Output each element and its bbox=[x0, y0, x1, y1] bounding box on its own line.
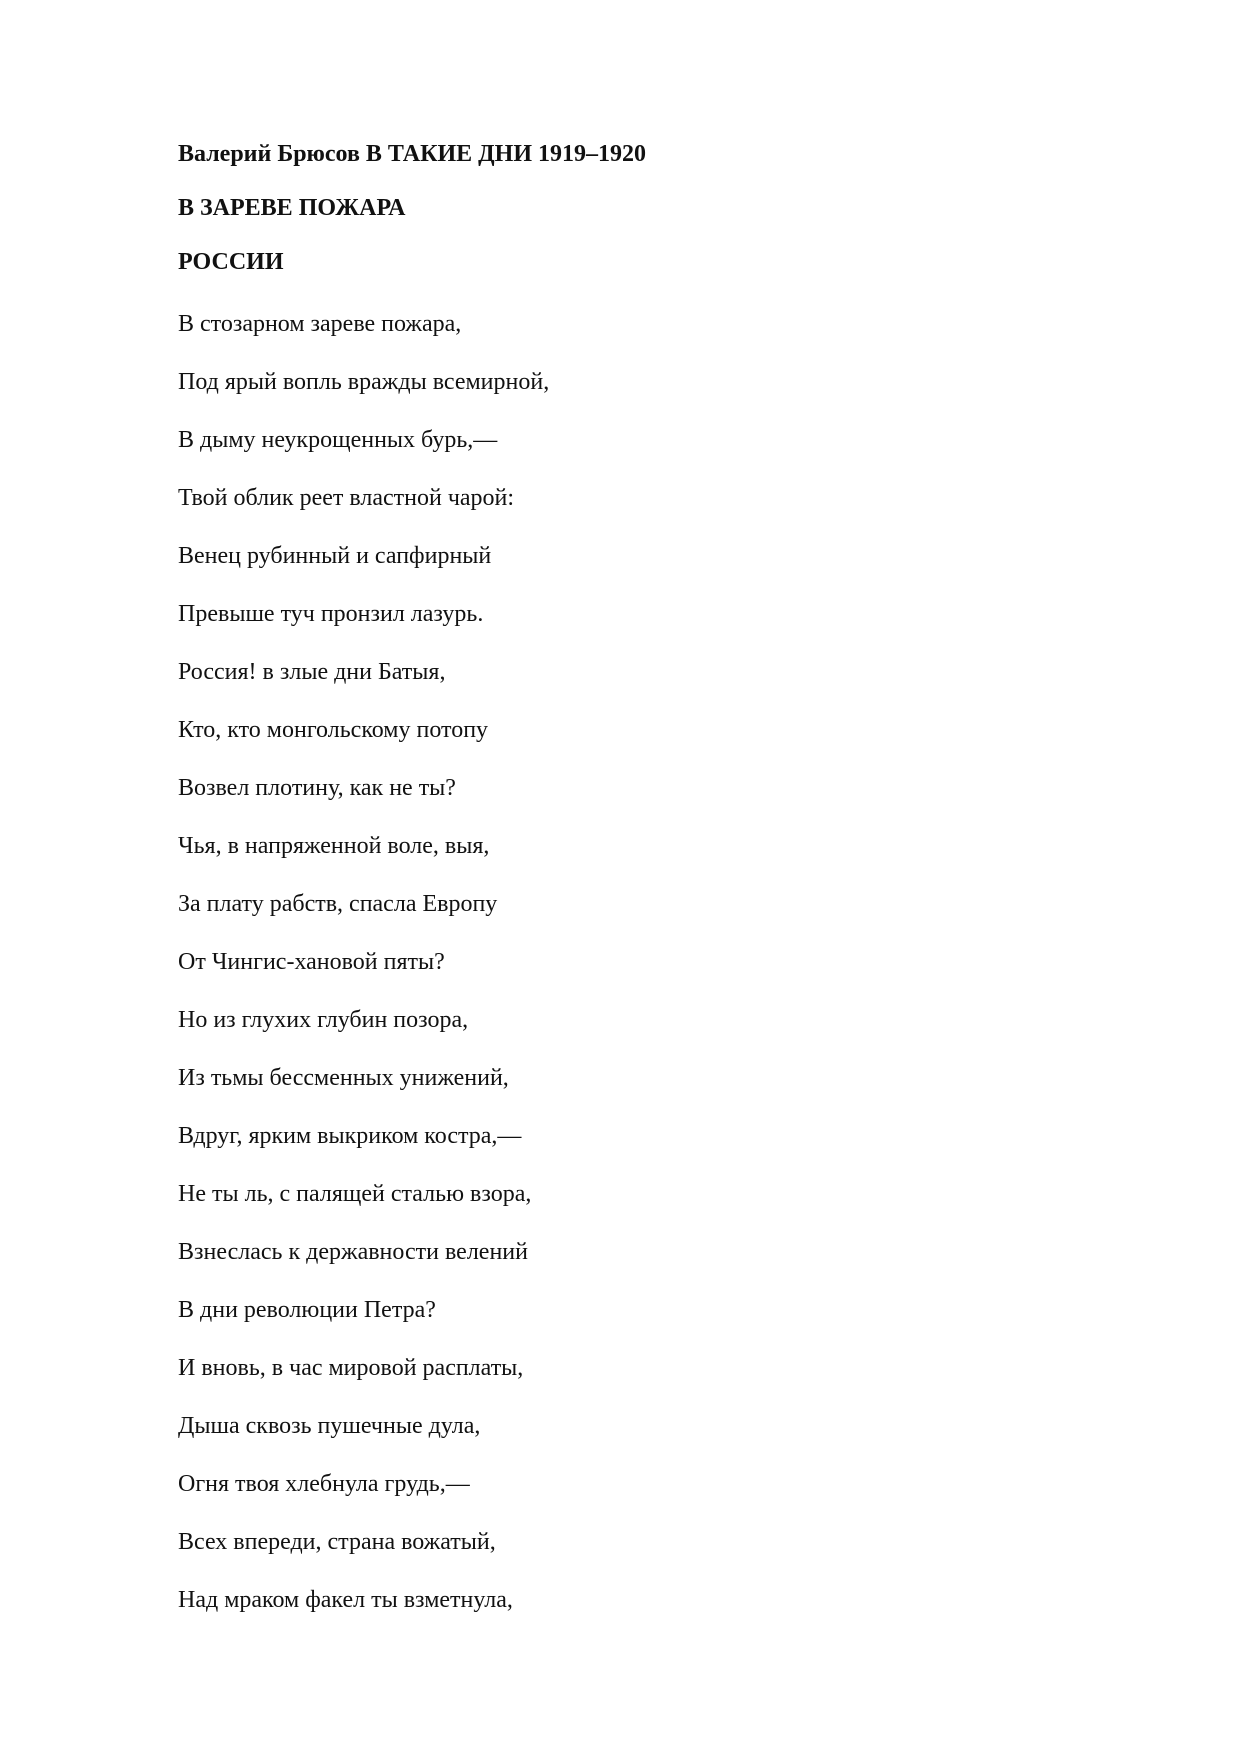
poem-line: Дыша сквозь пушечные дула, bbox=[178, 1413, 481, 1439]
poem-line: Над мраком факел ты взметнула, bbox=[178, 1587, 513, 1613]
poem-line: Венец рубинный и сапфирный bbox=[178, 543, 492, 569]
section-title: В ЗАРЕВЕ ПОЖАРА bbox=[178, 195, 406, 221]
poem-line: Превыше туч пронзил лазурь. bbox=[178, 601, 484, 627]
poem-line: Возвел плотину, как не ты? bbox=[178, 775, 456, 801]
poem-line: Взнеслась к державности велений bbox=[178, 1239, 528, 1265]
author-book-title: Валерий Брюсов В ТАКИЕ ДНИ 1919–1920 bbox=[178, 141, 646, 167]
poem-line: Не ты ль, с палящей сталью взора, bbox=[178, 1181, 532, 1207]
poem-line: Всех впереди, страна вожатый, bbox=[178, 1529, 496, 1555]
poem-line: Кто, кто монгольскому потопу bbox=[178, 717, 489, 743]
poem-line: Чья, в напряженной воле, выя, bbox=[178, 833, 490, 859]
poem-line: И вновь, в час мировой расплаты, bbox=[178, 1355, 524, 1381]
poem-line: Вдруг, ярким выкриком костра,— bbox=[178, 1123, 522, 1149]
poem-line: В дыму неукрощенных бурь,— bbox=[178, 427, 498, 453]
poem-line: Огня твоя хлебнула грудь,— bbox=[178, 1471, 470, 1497]
poem-line: От Чингис-хановой пяты? bbox=[178, 949, 445, 975]
poem-line: Под ярый вопль вражды всемирной, bbox=[178, 369, 550, 395]
poem-line: Из тьмы бессменных унижений, bbox=[178, 1065, 509, 1091]
poem-line: В дни революции Петра? bbox=[178, 1297, 436, 1323]
poem-text bbox=[178, 307, 549, 1641]
poem-line: Но из глухих глубин позора, bbox=[178, 1007, 469, 1033]
poem-line: В стозарном зареве пожара, bbox=[178, 311, 462, 337]
poem-line: Россия! в злые дни Батыя, bbox=[178, 659, 446, 685]
poem-title: РОССИИ bbox=[178, 249, 284, 275]
poem-line: За плату рабств, спасла Европу bbox=[178, 891, 498, 917]
poem-line: Твой облик реет властной чарой: bbox=[178, 485, 515, 511]
